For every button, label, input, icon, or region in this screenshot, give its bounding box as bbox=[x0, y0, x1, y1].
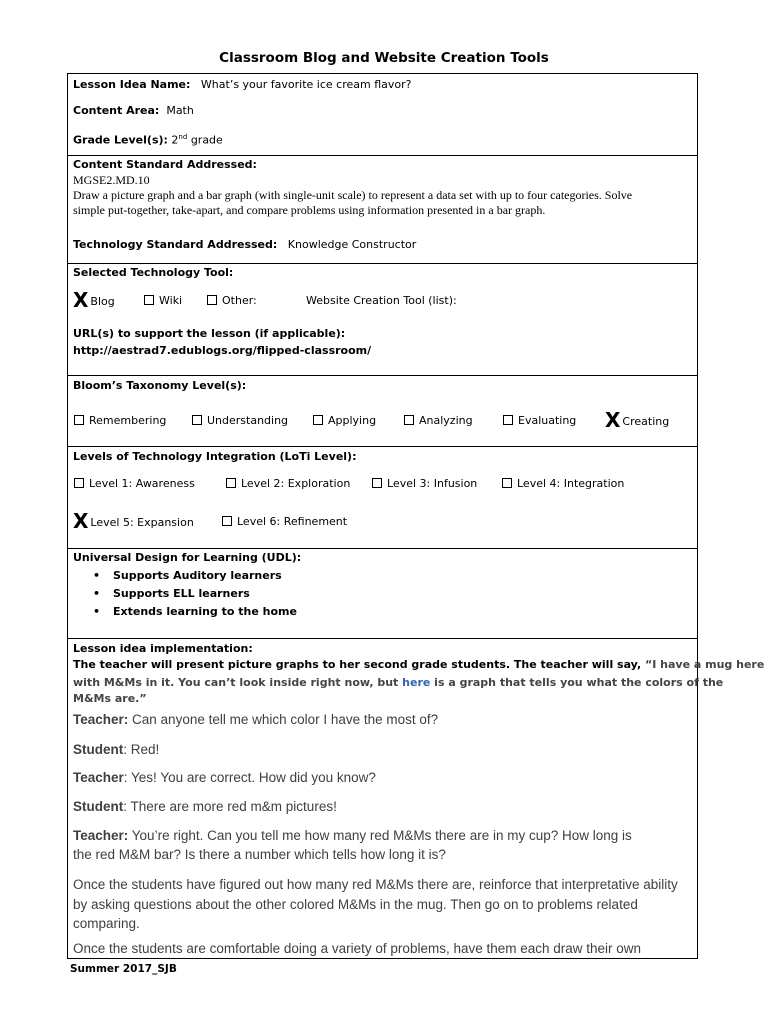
here-link[interactable]: here bbox=[402, 676, 431, 689]
grade-level-word: grade bbox=[190, 133, 223, 147]
dialogue-line bbox=[73, 768, 376, 787]
udl-section bbox=[68, 549, 697, 639]
bloom-option-evaluating[interactable] bbox=[503, 414, 576, 427]
option-other-label: Other: bbox=[222, 294, 257, 307]
implementation-paragraph-2: Once the students are comfortable doing a variety of problems, have them each draw their own bbox=[73, 941, 642, 956]
loti-option-level-6[interactable] bbox=[222, 515, 347, 528]
option-other[interactable] bbox=[207, 294, 257, 307]
checkbox-icon bbox=[207, 295, 217, 305]
speaker: Student bbox=[73, 799, 124, 814]
grade-level-row bbox=[73, 130, 223, 148]
checked-x-mark: X bbox=[73, 509, 89, 533]
bloom-option-label: Evaluating bbox=[518, 414, 577, 427]
bloom-option-creating[interactable] bbox=[605, 408, 669, 432]
intro-text: with M&Ms in it. You can’t look inside right now, but bbox=[73, 676, 403, 689]
checkbox-icon bbox=[144, 295, 154, 305]
tech-standard-value: Knowledge Constructor bbox=[287, 238, 417, 251]
checkbox-icon bbox=[372, 478, 382, 488]
standards-section bbox=[68, 156, 697, 264]
url-link[interactable]: http://aestrad7.edublogs.org/flipped-classroom/ bbox=[73, 344, 372, 357]
intro-text: The teacher will present picture graphs to her second grade students. The teacher will say, bbox=[73, 658, 645, 671]
loti-option-level-1[interactable] bbox=[74, 477, 195, 490]
option-wiki-label: Wiki bbox=[159, 294, 183, 307]
checkbox-icon bbox=[226, 478, 236, 488]
udl-label: Universal Design for Learning (UDL): bbox=[73, 551, 302, 564]
document-title: Classroom Blog and Website Creation Tools bbox=[219, 50, 549, 66]
grade-level-num: 2 bbox=[171, 133, 179, 147]
loti-option-label: Level 4: Integration bbox=[517, 477, 625, 490]
implementation-intro-line-3: M&Ms are.” bbox=[73, 692, 147, 705]
udl-item-text: Extends learning to the home bbox=[113, 605, 297, 618]
lesson-info-section bbox=[68, 74, 697, 156]
speaker: Teacher bbox=[73, 770, 124, 785]
speaker: Student bbox=[73, 742, 124, 757]
bullet: • bbox=[93, 569, 101, 582]
loti-option-level-2[interactable] bbox=[226, 477, 350, 490]
page-footer: Summer 2017_SJB bbox=[70, 963, 177, 975]
checked-x-mark: X bbox=[73, 288, 89, 312]
content-area-label: Content Area: bbox=[73, 104, 160, 117]
dialogue-text: You’re right. Can you tell me how many red M&Ms there are in my cup? How long is bbox=[128, 828, 632, 843]
checkbox-icon bbox=[313, 415, 323, 425]
content-standard-label: Content Standard Addressed: bbox=[73, 158, 257, 171]
loti-label: Levels of Technology Integration (LoTi Level): bbox=[73, 450, 357, 463]
website-tool-label: Website Creation Tool (list): bbox=[306, 294, 457, 307]
content-area-row bbox=[73, 104, 194, 118]
loti-option-label: Level 5: Expansion bbox=[90, 516, 194, 529]
bullet: • bbox=[93, 605, 101, 618]
intro-text: is a graph that tells you what the colors of the bbox=[430, 676, 724, 689]
bloom-option-remembering[interactable] bbox=[74, 414, 166, 427]
bloom-label: Bloom’s Taxonomy Level(s): bbox=[73, 379, 247, 392]
dialogue-text: Can anyone tell me which color I have the most of? bbox=[128, 712, 439, 727]
tech-tool-label: Selected Technology Tool: bbox=[73, 266, 234, 279]
loti-option-label: Level 2: Exploration bbox=[241, 477, 351, 490]
dialogue-text: : There are more red m&m pictures! bbox=[123, 799, 337, 814]
content-area-value: Math bbox=[166, 104, 194, 117]
loti-option-label: Level 6: Refinement bbox=[237, 515, 348, 528]
loti-option-level-3[interactable] bbox=[372, 477, 477, 490]
bloom-option-label: Understanding bbox=[207, 414, 289, 427]
dialogue-text: : Red! bbox=[123, 742, 160, 757]
lesson-name-label: Lesson Idea Name: bbox=[73, 78, 191, 91]
dialogue-line bbox=[73, 740, 159, 759]
option-blog[interactable] bbox=[73, 288, 115, 312]
bloom-option-understanding[interactable] bbox=[192, 414, 288, 427]
bloom-option-applying[interactable] bbox=[313, 414, 376, 427]
bloom-option-label: Remembering bbox=[89, 414, 167, 427]
content-standard-code: MGSE2.MD.10 bbox=[73, 173, 150, 187]
checkbox-icon bbox=[502, 478, 512, 488]
content-standard-line-2: simple put-together, take-apart, and compare problems using information presented in a bar graph. bbox=[73, 203, 546, 217]
checkbox-icon bbox=[74, 415, 84, 425]
list-item bbox=[93, 569, 282, 582]
loti-option-label: Level 3: Infusion bbox=[387, 477, 478, 490]
option-blog-label: Blog bbox=[90, 295, 115, 308]
dialogue-line bbox=[73, 797, 337, 816]
lesson-name-value: What’s your favorite ice cream flavor? bbox=[200, 78, 412, 91]
speaker: Teacher: bbox=[73, 828, 129, 843]
udl-item-text: Supports ELL learners bbox=[113, 587, 250, 600]
dialogue-line bbox=[73, 710, 438, 729]
lesson-name-row bbox=[73, 78, 411, 92]
list-item bbox=[93, 605, 297, 618]
option-wiki[interactable] bbox=[144, 294, 182, 307]
list-item bbox=[93, 587, 250, 600]
bloom-option-label: Analyzing bbox=[419, 414, 473, 427]
intro-quote: “I have a mug here bbox=[645, 658, 765, 671]
content-standard-line-1: Draw a picture graph and a bar graph (with single-unit scale) to represent a data set with up to four categories. Solve bbox=[73, 188, 633, 202]
implementation-label: Lesson idea implementation: bbox=[73, 642, 253, 655]
implementation-intro-line-1 bbox=[73, 658, 764, 672]
bloom-option-label: Applying bbox=[328, 414, 377, 427]
bloom-section bbox=[68, 376, 697, 447]
checkbox-icon bbox=[404, 415, 414, 425]
technology-tool-section bbox=[68, 264, 697, 376]
dialogue-continuation: the red M&M bar? Is there a number which tells how long it is? bbox=[73, 847, 446, 862]
checkbox-icon bbox=[192, 415, 202, 425]
bloom-option-analyzing[interactable] bbox=[404, 414, 473, 427]
loti-option-level-5[interactable] bbox=[73, 509, 194, 533]
implementation-intro-line-2 bbox=[73, 676, 723, 690]
dialogue-line bbox=[73, 826, 632, 845]
url-label: URL(s) to support the lesson (if applicable): bbox=[73, 327, 346, 340]
loti-section bbox=[68, 447, 697, 549]
implementation-paragraph-1: Once the students have figured out how many red M&Ms there are, reinforce that interpretative ability by asking questions about the other colored M&Ms in the mug. Then go on to problems related comparing. bbox=[73, 877, 678, 931]
loti-option-label: Level 1: Awareness bbox=[89, 477, 195, 490]
bloom-option-label: Creating bbox=[622, 415, 670, 428]
tech-standard-label: Technology Standard Addressed: bbox=[73, 238, 278, 251]
checked-x-mark: X bbox=[605, 408, 621, 432]
udl-item-text: Supports Auditory learners bbox=[113, 569, 282, 582]
checkbox-icon bbox=[74, 478, 84, 488]
speaker: Teacher: bbox=[73, 712, 129, 727]
grade-level-sup: nd bbox=[178, 133, 188, 141]
loti-option-level-4[interactable] bbox=[502, 477, 624, 490]
grade-level-label: Grade Level(s): bbox=[73, 133, 168, 147]
tech-standard-row bbox=[73, 238, 416, 252]
lesson-plan-table bbox=[67, 73, 765, 959]
implementation-section bbox=[68, 639, 765, 960]
bullet: • bbox=[93, 587, 101, 600]
dialogue-text: : Yes! You are correct. How did you know? bbox=[123, 770, 376, 785]
checkbox-icon bbox=[503, 415, 513, 425]
checkbox-icon bbox=[222, 516, 232, 526]
